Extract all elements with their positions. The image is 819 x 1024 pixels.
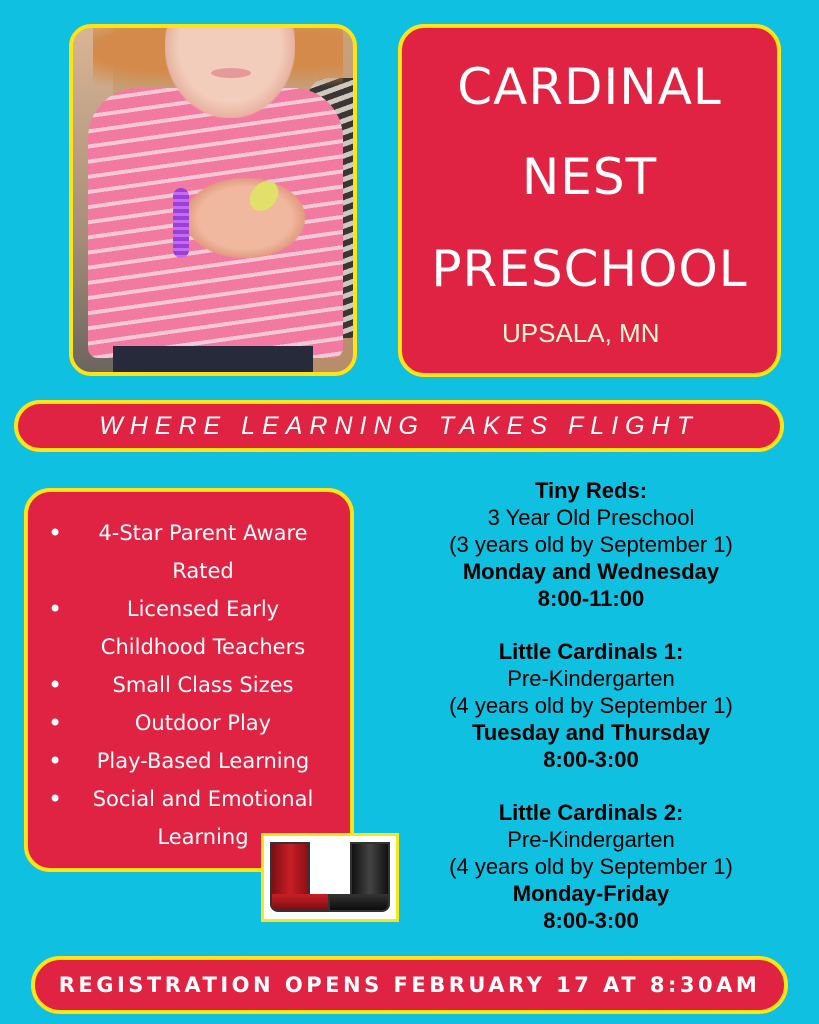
registration-banner — [31, 956, 788, 1014]
title-line-2: NEST — [521, 148, 658, 206]
program-hours: 8:00-3:00 — [543, 908, 639, 933]
feature-item: • Social and Emotional Learning — [46, 780, 340, 856]
program-name: Tiny Reds: — [534, 478, 648, 503]
program-little-cardinals-2 — [400, 800, 782, 934]
program-eligibility: (4 years old by September 1) — [449, 854, 733, 879]
program-name: Little Cardinals 2: — [498, 800, 684, 825]
program-eligibility: (4 years old by September 1) — [449, 693, 733, 718]
photo-bracelet — [173, 188, 189, 258]
feature-item: • Play-Based Learning — [46, 742, 340, 780]
registration-text: REGISTRATION OPENS FEBRUARY 17 AT 8:30AM — [58, 973, 761, 997]
feature-item: • Outdoor Play — [46, 704, 340, 742]
title-card — [398, 24, 781, 377]
features-list — [46, 514, 340, 856]
photo-hands — [185, 178, 305, 258]
title-line-1: CARDINAL — [457, 58, 722, 116]
school-u-logo — [261, 833, 399, 922]
programs-list — [400, 478, 782, 961]
program-days: Tuesday and Thursday — [472, 720, 710, 745]
feature-item: • Licensed Early Childhood Teachers — [46, 590, 340, 666]
feature-item: • 4-Star Parent Aware Rated — [46, 514, 340, 590]
program-hours: 8:00-3:00 — [543, 747, 639, 772]
logo-u-bottom-red — [270, 894, 332, 912]
tagline-text: WHERE LEARNING TAKES FLIGHT — [99, 411, 699, 440]
features-card — [24, 488, 354, 872]
program-description: Pre-Kindergarten — [507, 666, 675, 691]
program-days: Monday and Wednesday — [462, 559, 720, 584]
program-little-cardinals-1 — [400, 639, 782, 773]
program-hours: 8:00-11:00 — [537, 586, 645, 611]
photo-pants — [113, 346, 313, 372]
program-name: Little Cardinals 1: — [498, 639, 684, 664]
program-eligibility: (3 years old by September 1) — [449, 532, 733, 557]
feature-item: • Small Class Sizes — [46, 666, 340, 704]
program-days: Monday-Friday — [512, 881, 670, 906]
program-description: 3 Year Old Preschool — [487, 505, 695, 530]
program-tiny-reds — [400, 478, 782, 612]
photo-lips — [211, 68, 251, 78]
hero-photo — [69, 24, 357, 376]
logo-u-bottom-black — [328, 894, 390, 912]
program-description: Pre-Kindergarten — [507, 827, 675, 852]
title-line-3: PRESCHOOL — [431, 240, 748, 298]
location-label: UPSALA, MN — [502, 318, 660, 348]
tagline-banner — [14, 400, 784, 452]
child-with-butterfly-image — [73, 28, 353, 372]
